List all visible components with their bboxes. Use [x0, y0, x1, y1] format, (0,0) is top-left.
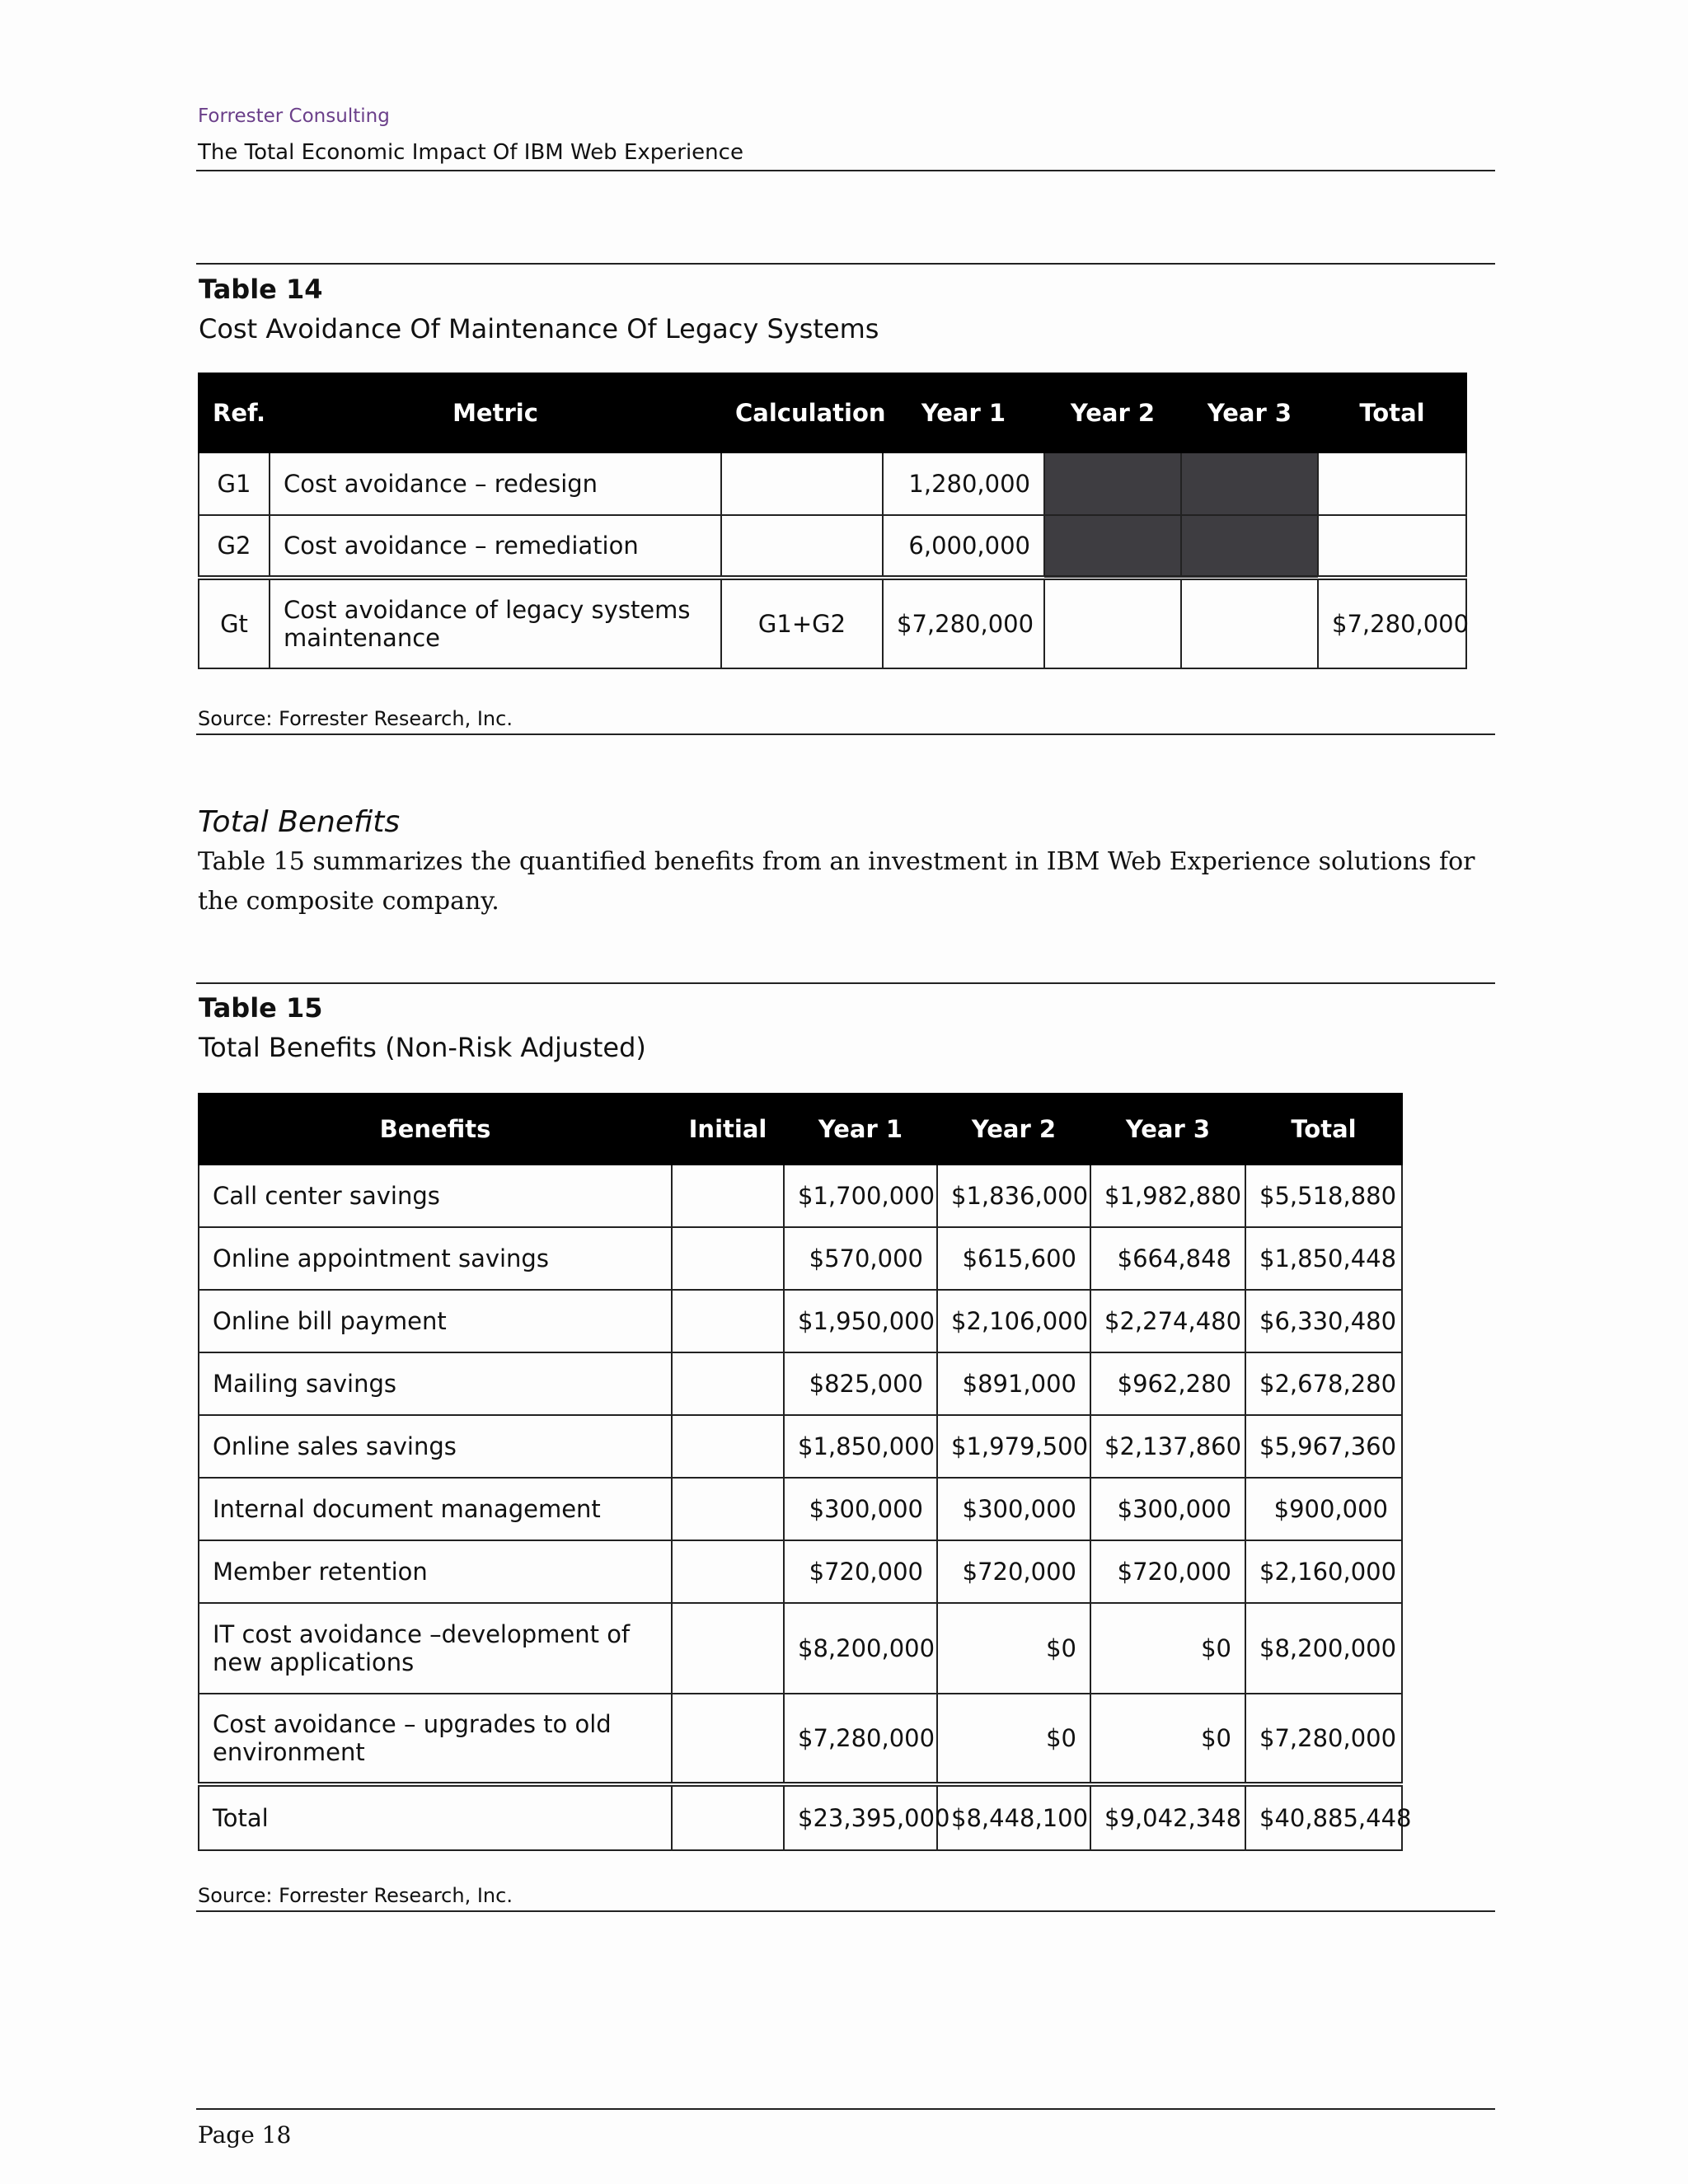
table-row: [199, 1540, 1402, 1603]
total-cell: $5,967,360: [1245, 1415, 1402, 1478]
header-divider: [196, 170, 1495, 171]
year1-cell: $300,000: [784, 1478, 937, 1540]
benefit-name: Online appointment savings: [199, 1227, 672, 1290]
document-title: The Total Economic Impact Of IBM Web Experience: [198, 140, 743, 165]
total-cell: $1,850,448: [1245, 1227, 1402, 1290]
footer-divider: [196, 2108, 1495, 2110]
metric-cell: Cost avoidance of legacy systems maintenance: [270, 578, 721, 668]
year2-cell: $720,000: [937, 1540, 1090, 1603]
total-cell: $2,160,000: [1245, 1540, 1402, 1603]
table14-total-row: [199, 578, 1466, 668]
table14-subtitle: Cost Avoidance Of Maintenance Of Legacy Systems: [199, 313, 879, 344]
total-cell: $8,200,000: [1245, 1603, 1402, 1694]
year3-cell: $0: [1090, 1694, 1245, 1784]
table14-label: Table 14: [199, 274, 323, 305]
col-header-year3: Year 3: [1181, 373, 1318, 452]
year1-cell: $7,280,000: [784, 1694, 937, 1784]
initial-cell: [672, 1227, 784, 1290]
initial-cell: [672, 1415, 784, 1478]
total-cell: [1318, 452, 1466, 515]
table14-source: Source: Forrester Research, Inc.: [198, 707, 513, 730]
metric-cell: Cost avoidance – remediation: [270, 515, 721, 578]
total-cell: $7,280,000: [1245, 1694, 1402, 1784]
total-cell: $5,518,880: [1245, 1165, 1402, 1227]
year1-cell: $8,200,000: [784, 1603, 937, 1694]
year1-cell: $1,950,000: [784, 1290, 937, 1352]
table14: [198, 373, 1470, 669]
benefit-name: Internal document management: [199, 1478, 672, 1540]
year2-cell: $615,600: [937, 1227, 1090, 1290]
col-header-year1: Year 1: [883, 373, 1044, 452]
table15-top-divider: [196, 982, 1495, 984]
year1-cell: 6,000,000: [883, 515, 1044, 578]
ref-cell: Gt: [199, 578, 270, 668]
benefit-name: Member retention: [199, 1540, 672, 1603]
year1-cell: $23,395,000: [784, 1784, 937, 1850]
col-header-total: Total: [1245, 1094, 1402, 1165]
initial-cell: [672, 1540, 784, 1603]
table-row: [199, 1290, 1402, 1352]
table15-label: Table 15: [199, 992, 323, 1024]
total-cell: $7,280,000: [1318, 578, 1466, 668]
year2-cell: [1044, 452, 1181, 515]
table14-header-row: [199, 373, 1466, 452]
col-header-year2: Year 2: [1044, 373, 1181, 452]
table15-subtitle: Total Benefits (Non-Risk Adjusted): [199, 1032, 646, 1063]
benefit-name: IT cost avoidance –development of new applications: [199, 1603, 672, 1694]
ref-cell: G1: [199, 452, 270, 515]
table15-header-row: [199, 1094, 1402, 1165]
year2-cell: $8,448,100: [937, 1784, 1090, 1850]
year1-cell: $720,000: [784, 1540, 937, 1603]
benefit-name: Online bill payment: [199, 1290, 672, 1352]
year1-cell: $570,000: [784, 1227, 937, 1290]
table-row: [199, 515, 1466, 578]
year1-cell: 1,280,000: [883, 452, 1044, 515]
initial-cell: [672, 1603, 784, 1694]
section-heading: Total Benefits: [198, 805, 401, 839]
initial-cell: [672, 1352, 784, 1415]
benefit-name: Mailing savings: [199, 1352, 672, 1415]
table15: [198, 1093, 1412, 1851]
year2-cell: [1044, 515, 1181, 578]
metric-cell: Cost avoidance – redesign: [270, 452, 721, 515]
year3-cell: $300,000: [1090, 1478, 1245, 1540]
year3-cell: $0: [1090, 1603, 1245, 1694]
year1-cell: $1,700,000: [784, 1165, 937, 1227]
table-row: [199, 1165, 1402, 1227]
year3-cell: [1181, 578, 1318, 668]
total-cell: $2,678,280: [1245, 1352, 1402, 1415]
initial-cell: [672, 1784, 784, 1850]
benefit-name: Call center savings: [199, 1165, 672, 1227]
year3-cell: [1181, 452, 1318, 515]
year3-cell: $664,848: [1090, 1227, 1245, 1290]
table14-bottom-divider: [196, 733, 1495, 735]
page-number: Page 18: [198, 2121, 292, 2149]
year2-cell: $1,979,500: [937, 1415, 1090, 1478]
year1-cell: $825,000: [784, 1352, 937, 1415]
year1-cell: $1,850,000: [784, 1415, 937, 1478]
year2-cell: $1,836,000: [937, 1165, 1090, 1227]
year2-cell: $891,000: [937, 1352, 1090, 1415]
total-cell: $6,330,480: [1245, 1290, 1402, 1352]
year3-cell: [1181, 515, 1318, 578]
col-header-year3: Year 3: [1090, 1094, 1245, 1165]
col-header-ref: Ref.: [199, 373, 270, 452]
table-row: [199, 1415, 1402, 1478]
year2-cell: $300,000: [937, 1478, 1090, 1540]
table15-source: Source: Forrester Research, Inc.: [198, 1884, 513, 1907]
col-header-year2: Year 2: [937, 1094, 1090, 1165]
calc-cell: G1+G2: [721, 578, 883, 668]
year2-cell: [1044, 578, 1181, 668]
year3-cell: $720,000: [1090, 1540, 1245, 1603]
col-header-initial: Initial: [672, 1094, 784, 1165]
initial-cell: [672, 1694, 784, 1784]
calc-cell: [721, 452, 883, 515]
total-cell: [1318, 515, 1466, 578]
table-row: [199, 1227, 1402, 1290]
col-header-year1: Year 1: [784, 1094, 937, 1165]
year3-cell: $1,982,880: [1090, 1165, 1245, 1227]
ref-cell: G2: [199, 515, 270, 578]
brand-name: Forrester Consulting: [198, 105, 390, 127]
year3-cell: $2,274,480: [1090, 1290, 1245, 1352]
initial-cell: [672, 1165, 784, 1227]
total-cell: $40,885,448: [1245, 1784, 1402, 1850]
benefit-name: Total: [199, 1784, 672, 1850]
col-header-total: Total: [1318, 373, 1466, 452]
table15-bottom-divider: [196, 1910, 1495, 1912]
col-header-metric: Metric: [270, 373, 721, 452]
year2-cell: $0: [937, 1694, 1090, 1784]
table-row: [199, 1352, 1402, 1415]
calc-cell: [721, 515, 883, 578]
year2-cell: $2,106,000: [937, 1290, 1090, 1352]
year3-cell: $962,280: [1090, 1352, 1245, 1415]
initial-cell: [672, 1290, 784, 1352]
table15-total-row: [199, 1784, 1402, 1850]
table-row: [199, 1694, 1402, 1784]
total-cell: $900,000: [1245, 1478, 1402, 1540]
benefit-name: Cost avoidance – upgrades to old environment: [199, 1694, 672, 1784]
table-row: [199, 1478, 1402, 1540]
benefit-name: Online sales savings: [199, 1415, 672, 1478]
year3-cell: $2,137,860: [1090, 1415, 1245, 1478]
year3-cell: $9,042,348: [1090, 1784, 1245, 1850]
year1-cell: $7,280,000: [883, 578, 1044, 668]
col-header-calculation: Calculation: [721, 373, 883, 452]
year2-cell: $0: [937, 1603, 1090, 1694]
section-paragraph: Table 15 summarizes the quantified benefits from an investment in IBM Web Experience solutions for the composite company.: [198, 847, 1475, 916]
table-row: [199, 452, 1466, 515]
initial-cell: [672, 1478, 784, 1540]
table14-top-divider: [196, 263, 1495, 265]
col-header-benefits: Benefits: [199, 1094, 672, 1165]
table-row: [199, 1603, 1402, 1694]
